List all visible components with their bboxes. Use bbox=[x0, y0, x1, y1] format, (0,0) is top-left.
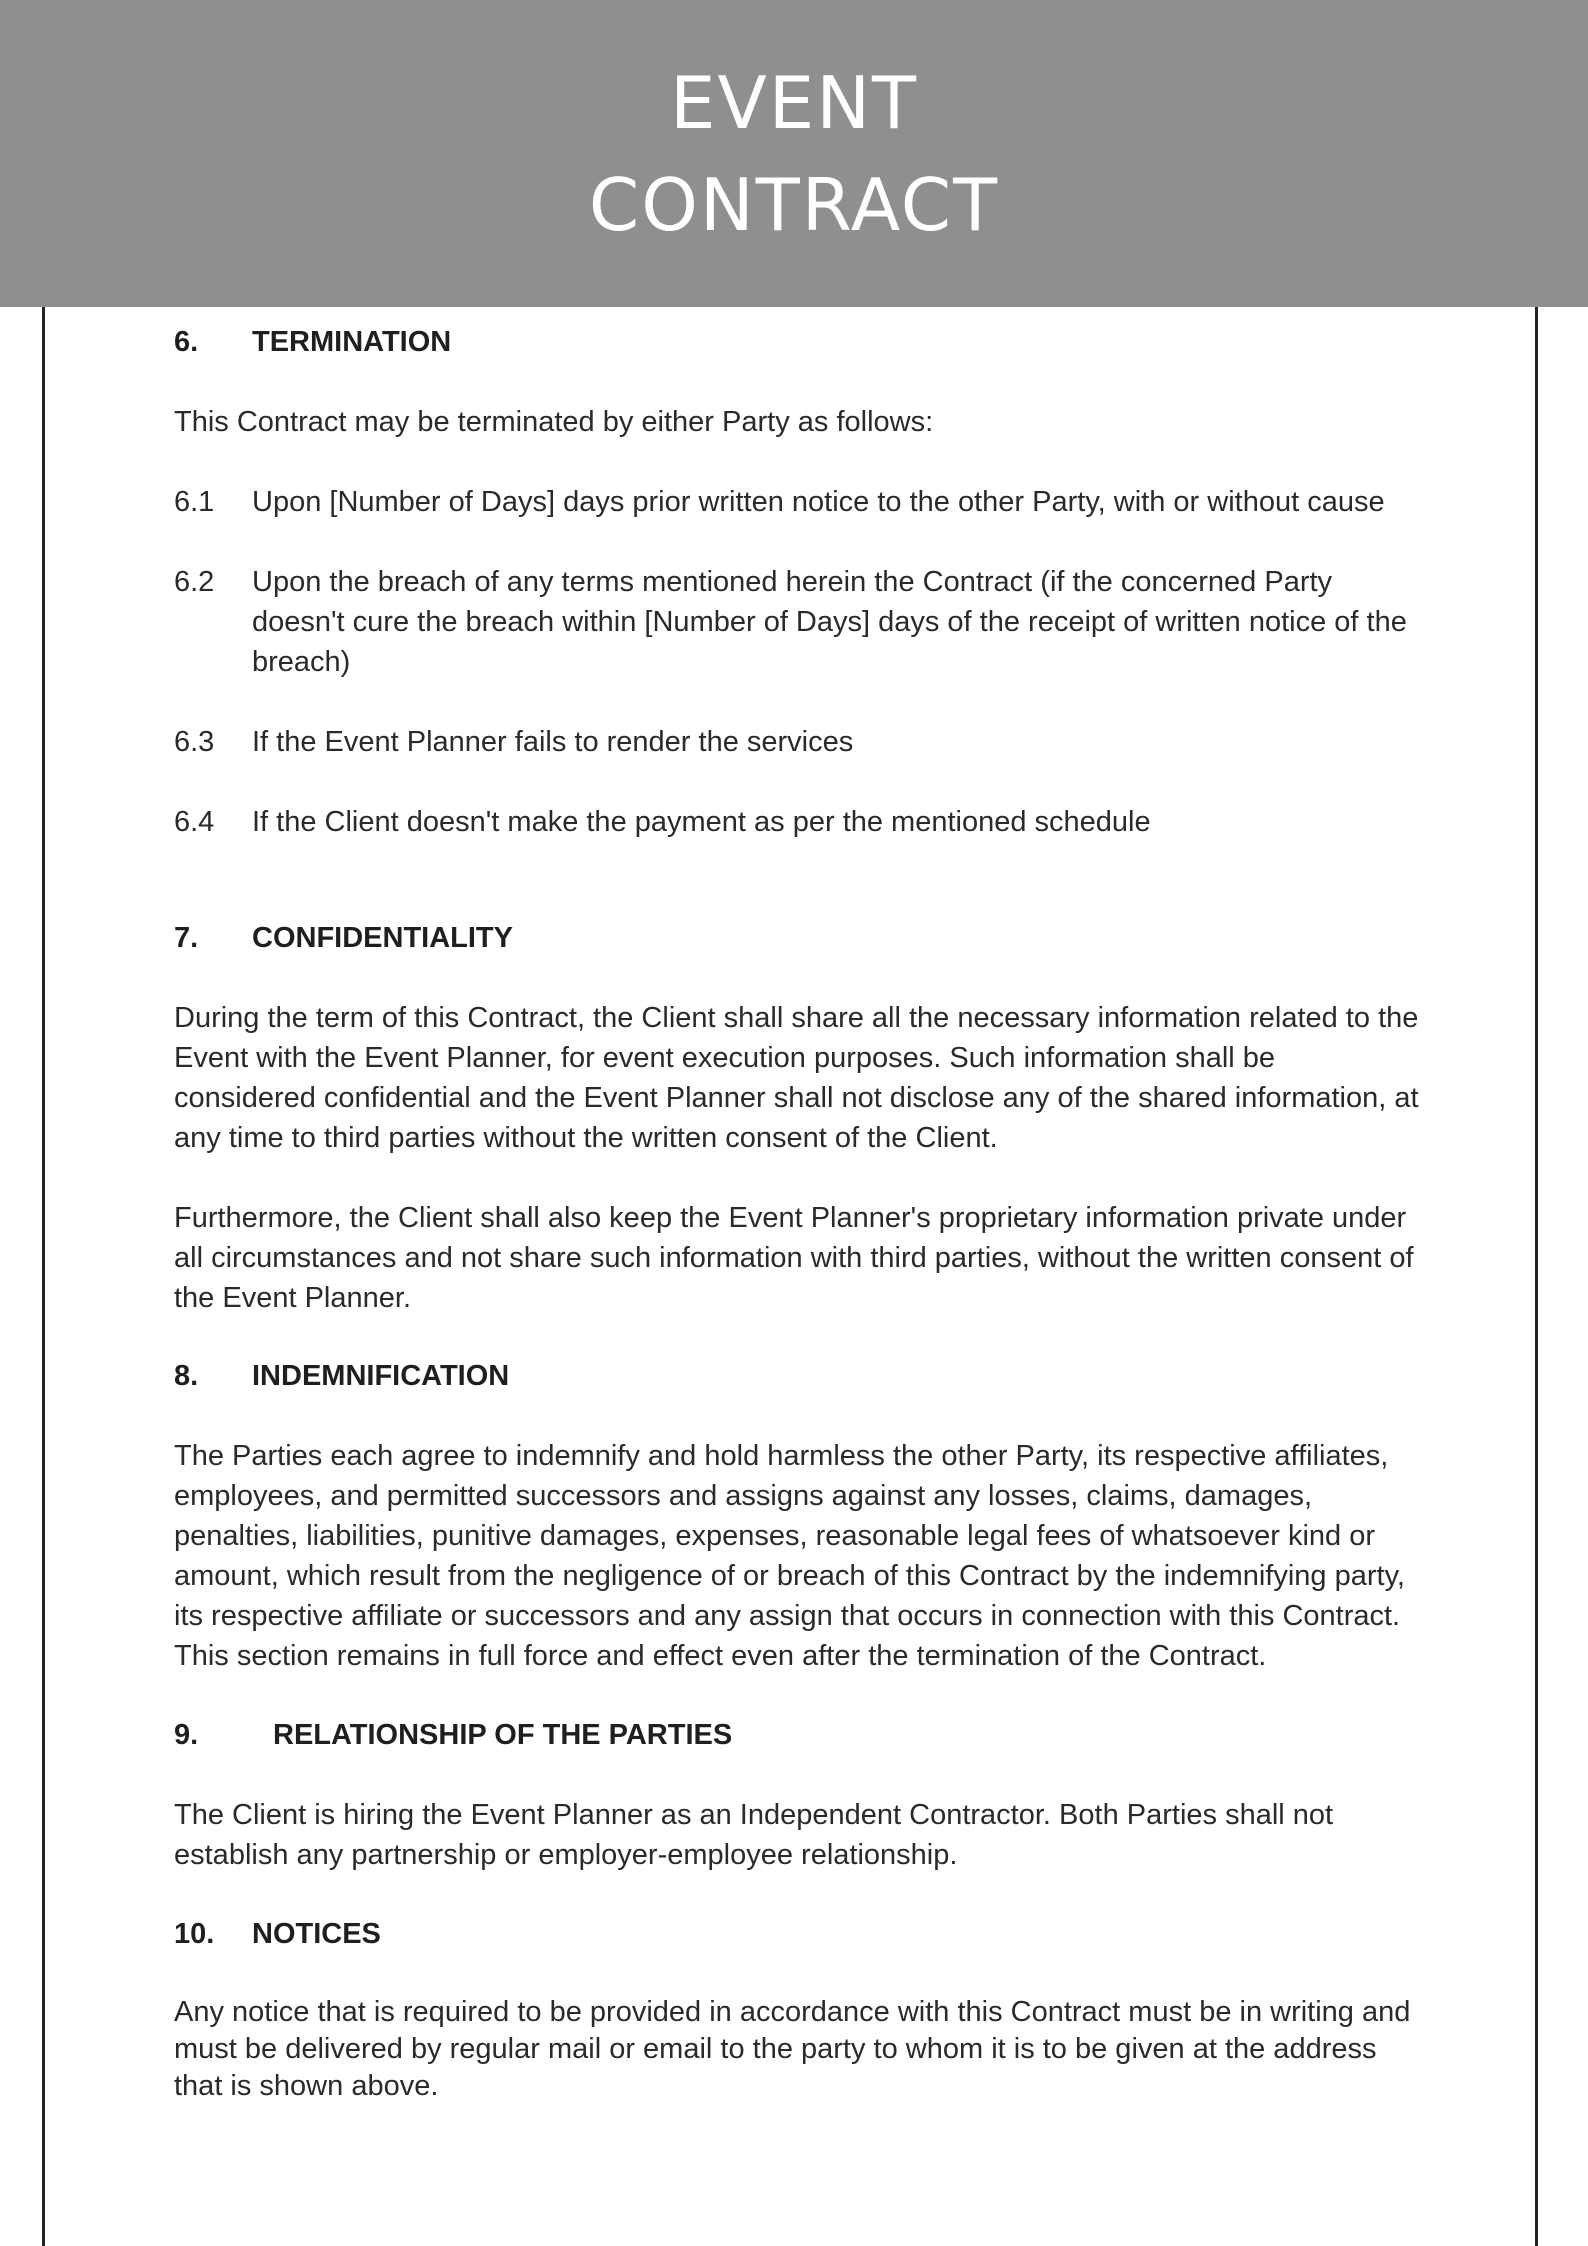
confidentiality-paragraph-2: Furthermore, the Client shall also keep the Event Planner's proprietary information private under all circumstances and not share such information with third parties, without the written consent of the Event Planner. bbox=[174, 1202, 1414, 1314]
section-title: CONFIDENTIALITY bbox=[252, 922, 513, 954]
section-title: NOTICES bbox=[252, 1918, 381, 1950]
section-heading-notices bbox=[174, 1914, 1424, 1954]
section-title: TERMINATION bbox=[252, 326, 452, 358]
section-heading-termination bbox=[174, 322, 1424, 362]
section-number: 9. bbox=[174, 1719, 199, 1751]
section-heading-confidentiality bbox=[174, 918, 1424, 958]
clause-number: 6.4 bbox=[174, 806, 215, 838]
section-number: 6. bbox=[174, 326, 199, 358]
clause-number: 6.2 bbox=[174, 566, 215, 598]
clause-6-3 bbox=[174, 722, 1424, 762]
clause-text: Upon [Number of Days] days prior written notice to the other Party, with or without cause bbox=[252, 486, 1385, 518]
section-heading-relationship bbox=[174, 1715, 1424, 1755]
banner-title-line-1: EVENT bbox=[669, 60, 919, 145]
section-number: 8. bbox=[174, 1360, 199, 1392]
clause-number: 6.3 bbox=[174, 726, 215, 758]
clause-number: 6.1 bbox=[174, 486, 215, 518]
notices-paragraph: Any notice that is required to be provided in accordance with this Contract must be in writing and must be delivered by regular mail or email to the party to whom it is to be given at the address that is shown above. bbox=[174, 1996, 1411, 2102]
section-number: 10. bbox=[174, 1918, 215, 1950]
clause-6-4 bbox=[174, 802, 1424, 842]
section-number: 7. bbox=[174, 922, 199, 954]
clause-6-1 bbox=[174, 482, 1424, 522]
indemnification-paragraph: The Parties each agree to indemnify and hold harmless the other Party, its respective affiliates, employees, and permitted successors and assigns against any losses, claims, damages, penalties, liabilities, punitive damages, expenses, reasonable legal fees of whatsoever kind or amount, which result from the negligence of or breach of this Contract by the indemnifying party, its respective affiliate or successors and any assign that occurs in connection with this Contract. This section remains in full force and effect even after the termination of the Contract. bbox=[174, 1440, 1405, 1672]
section-title: RELATIONSHIP OF THE PARTIES bbox=[273, 1719, 733, 1751]
confidentiality-paragraph-1: During the term of this Contract, the Client shall share all the necessary information related to the Event with the Event Planner, for event execution purposes. Such information shall be considered confidential and the Event Planner shall not disclose any of the shared information, at any time to third parties without the written consent of the Client. bbox=[174, 1002, 1419, 1154]
clause-text: Upon the breach of any terms mentioned herein the Contract (if the concerned Party doesn't cure the breach within [Number of Days] days of the receipt of written notice of the breach) bbox=[252, 566, 1407, 678]
section-heading-indemnification bbox=[174, 1356, 1424, 1396]
banner-title-line-2: CONTRACT bbox=[588, 162, 1000, 247]
relationship-paragraph: The Client is hiring the Event Planner as an Independent Contractor. Both Parties shall not establish any partnership or employer-employee relationship. bbox=[174, 1799, 1334, 1871]
section-title: INDEMNIFICATION bbox=[252, 1360, 510, 1392]
clause-text: If the Client doesn't make the payment as per the mentioned schedule bbox=[252, 806, 1151, 838]
termination-intro: This Contract may be terminated by either Party as follows: bbox=[174, 406, 934, 438]
clause-text: If the Event Planner fails to render the services bbox=[252, 726, 854, 758]
title-banner bbox=[0, 0, 1588, 307]
clause-6-2 bbox=[174, 562, 1424, 682]
document-body bbox=[174, 322, 1424, 2105]
